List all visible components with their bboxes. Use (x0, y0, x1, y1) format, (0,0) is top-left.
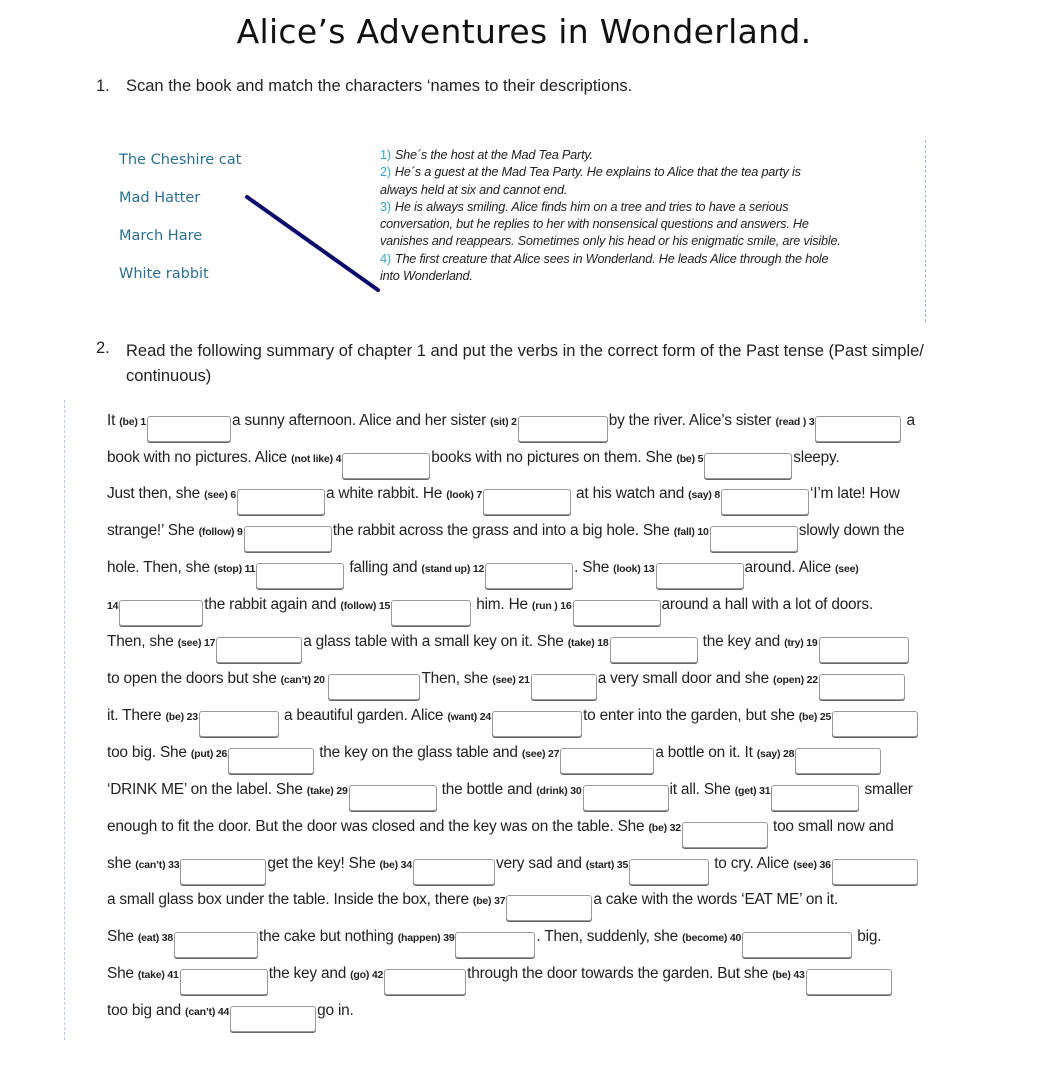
exercise-text: him. He (472, 596, 532, 613)
question-2-number: 2. (96, 339, 110, 357)
verb-hint: (see) (835, 563, 859, 575)
question-1-text: Scan the book and match the characters ‘names to their descriptions. (126, 77, 633, 95)
exercise-line (107, 485, 900, 515)
answer-input[interactable] (384, 969, 466, 995)
exercise-text: . She (574, 559, 614, 576)
answer-input[interactable] (237, 489, 325, 515)
answer-input[interactable] (771, 785, 859, 811)
exercise-line (107, 781, 913, 811)
verb-hint: (take) 41 (137, 969, 179, 981)
exercise-text: Then, she (421, 670, 493, 687)
verb-hint: (say) 8 (688, 489, 721, 501)
exercise-text: falling and (345, 559, 422, 576)
verb-hint: (be) 43 (772, 969, 805, 981)
match-line-stroke (247, 197, 378, 290)
exercise-text: a white rabbit. He (325, 485, 447, 502)
exercise-text: through the door towards the garden. But she (467, 965, 773, 982)
exercise-text: a cake with the words ‘EAT ME’ on it. (593, 891, 839, 908)
answer-input[interactable] (573, 600, 661, 626)
verb-hint: (look) 13 (613, 563, 655, 575)
verb-hint: (see) 21 (492, 674, 530, 686)
exercise-text: big. (853, 928, 882, 945)
exercise-line (107, 596, 873, 626)
exercise-text: to cry. Alice (710, 855, 794, 872)
exercise-line (107, 522, 904, 552)
answer-input[interactable] (216, 637, 302, 663)
description-number: 3) (380, 199, 391, 214)
exercise-text: . Then, suddenly, she (536, 928, 683, 945)
verb-hint: (take) 29 (306, 785, 348, 797)
verb-hint: (eat) 38 (137, 932, 174, 944)
exercise-text: strange!’ She (107, 522, 199, 539)
exercise-text: enough to fit the door. But the door was closed and the key was on the table. She (107, 818, 649, 835)
exercise-text: the key and (268, 965, 351, 982)
exercise-text: Just then, she (107, 485, 205, 502)
exercise-text: the rabbit again and (204, 596, 341, 613)
answer-input[interactable] (819, 637, 909, 663)
question-2-line: Read the following summary of chapter 1 and put the verbs in the correct form of the Past tense (Past simple/ (126, 342, 924, 360)
answer-input[interactable] (228, 748, 314, 774)
answer-input[interactable] (682, 822, 768, 848)
answer-input[interactable] (328, 674, 420, 700)
exercise-text: hole. Then, she (107, 559, 214, 576)
answer-input[interactable] (413, 859, 495, 885)
exercise-text: the rabbit across the grass and into a big hole. She (332, 522, 674, 539)
verb-hint: (go) 42 (350, 969, 384, 981)
answer-input[interactable] (342, 453, 430, 479)
verb-hint: (start) 35 (585, 859, 629, 871)
verb-hint: (say) 28 (756, 748, 795, 760)
verb-hint: (be) 5 (676, 453, 704, 465)
answer-input[interactable] (629, 859, 709, 885)
answer-input[interactable] (560, 748, 654, 774)
verb-hint: (happen) 39 (397, 932, 455, 944)
exercise-text: She (107, 928, 138, 945)
answer-input[interactable] (483, 489, 571, 515)
answer-input[interactable] (610, 637, 698, 663)
question-2 (96, 339, 126, 358)
question-2-text (126, 339, 1006, 389)
verb-hint: (stop) 11 (213, 563, 256, 575)
answer-input[interactable] (391, 600, 471, 626)
verb-hint: (can’t) 20 (280, 674, 328, 686)
exercise-text: a sunny afternoon. Alice and her sister (232, 412, 491, 429)
verb-hint: (be) 37 (472, 895, 506, 907)
exercise-text: the bottle and (437, 781, 537, 798)
answer-input[interactable] (656, 563, 744, 589)
verb-hint: (become) 40 (682, 932, 742, 944)
exercise-text: a beautiful garden. Alice (279, 707, 448, 724)
verb-hint: (see) 27 (521, 748, 560, 760)
verb-hint: (sit) 2 (490, 416, 517, 428)
answer-input[interactable] (819, 674, 905, 700)
exercise-text: around. Alice (744, 559, 836, 576)
answer-input[interactable] (147, 416, 231, 442)
page-border (64, 400, 65, 1040)
exercise-text: too small now and (768, 818, 894, 835)
exercise-line (107, 633, 910, 663)
answer-input[interactable] (742, 932, 852, 958)
verb-hint: (be) 25 (798, 711, 832, 723)
exercise-text: at his watch and (571, 485, 689, 502)
exercise-text: the cake but nothing (259, 928, 398, 945)
exercise-text: very sad and (495, 855, 586, 872)
description-number: 2) (380, 165, 391, 180)
exercise-text: it all. She (669, 781, 735, 798)
answer-input[interactable] (455, 932, 535, 958)
exercise-text: to enter into the garden, but she (583, 707, 799, 724)
verb-hint: (stand up) 12 (421, 563, 485, 575)
verb-hint: (put) 26 (190, 748, 228, 760)
description-number: 4) (380, 251, 391, 266)
verb-hint: (get) 31 (734, 785, 771, 797)
verb-hint: (see) 6 (204, 489, 236, 501)
exercise-line (107, 928, 881, 958)
answer-input[interactable] (806, 969, 892, 995)
exercise-line (107, 1002, 354, 1032)
verb-hint: (try) 19 (784, 637, 818, 649)
answer-input[interactable] (119, 600, 203, 626)
exercise-text: sleepy. (793, 449, 840, 466)
answer-input[interactable] (180, 859, 266, 885)
description-text: She´s the host at the Mad Tea Party. (394, 148, 593, 162)
answer-input[interactable] (531, 674, 597, 700)
description-text: He´s a guest at the Mad Tea Party. He explains to Alice that the tea party is (394, 165, 801, 180)
exercise-line (107, 744, 882, 774)
description-text: always held at six and cannot end. (380, 182, 568, 197)
answer-input[interactable] (349, 785, 437, 811)
verb-hint: (be) 34 (379, 859, 412, 871)
exercise-line (107, 891, 838, 921)
verb-hint: (want) 24 (447, 711, 492, 723)
answer-input[interactable] (832, 711, 918, 737)
answer-input[interactable] (230, 1006, 316, 1032)
exercise-text: book with no pictures. Alice (107, 449, 292, 466)
page-title: Alice’s Adventures in Wonderland. (236, 12, 812, 51)
verb-hint: (follow) 9 (198, 526, 243, 538)
character-name[interactable]: The Cheshire cat (119, 152, 242, 168)
exercise-text: a very small door and she (597, 670, 774, 687)
exercise-text: to open the doors but she (107, 670, 281, 687)
character-name[interactable]: Mad Hatter (119, 190, 201, 206)
verb-hint: (not like) 4 (291, 453, 342, 465)
answer-input[interactable] (704, 453, 792, 479)
description-text: conversation, but he replies to her with nonsensical questions and answers. He (380, 217, 809, 232)
exercise-text: slowly down the (798, 522, 905, 539)
exercise-line (107, 449, 839, 479)
description-text: He is always smiling. Alice finds him on a tree and tries to have a serious (394, 199, 789, 214)
description-text: into Wonderland. (380, 269, 473, 284)
exercise-text: the key on the glass table and (315, 744, 522, 761)
verb-hint: (look) 7 (446, 489, 482, 501)
verb-hint: (drink) 30 (536, 785, 582, 797)
description-number: 1) (380, 148, 391, 162)
exercise-text: by the river. Alice’s sister (608, 412, 776, 429)
verb-hint: (can’t) 44 (185, 1006, 230, 1018)
answer-input[interactable] (199, 711, 279, 737)
exercise-text: a (902, 412, 915, 429)
exercise-text: Then, she (107, 633, 178, 650)
answer-input[interactable] (256, 563, 344, 589)
exercise-text: smaller (860, 781, 913, 798)
exercise-line (107, 818, 894, 848)
question-1-number: 1. (96, 77, 110, 95)
exercise-line (107, 965, 893, 995)
exercise-text: a glass table with a small key on it. She (303, 633, 568, 650)
answer-input[interactable] (485, 563, 573, 589)
answer-input[interactable] (492, 711, 582, 737)
exercise-text: get the key! She (267, 855, 380, 872)
verb-hint: (follow) 15 (340, 600, 391, 612)
exercise-text: around a hall with a lot of doors. (661, 596, 873, 613)
answer-input[interactable] (180, 969, 268, 995)
verb-hint: (see) 17 (177, 637, 216, 649)
exercise-text: it. There (107, 707, 166, 724)
question-2-line: continuous) (126, 367, 212, 385)
exercise-text: too big and (107, 1002, 186, 1019)
exercise-text: a small glass box under the table. Inside the box, there (107, 891, 473, 908)
exercise-line (107, 412, 915, 442)
verb-hint: 14 (107, 600, 119, 612)
exercise-text: the key and (698, 633, 785, 650)
verb-hint: (run ) 16 (531, 600, 572, 612)
answer-input[interactable] (583, 785, 669, 811)
description-text: The first creature that Alice sees in Wonderland. He leads Alice through the hole (394, 251, 829, 266)
verb-hint: (open) 22 (773, 674, 818, 686)
exercise-text: ‘DRINK ME’ on the label. She (107, 781, 307, 798)
answer-input[interactable] (721, 489, 809, 515)
exercise-text: go in. (317, 1002, 354, 1019)
answer-input[interactable] (832, 859, 918, 885)
exercise-text: a bottle on it. It (655, 744, 757, 761)
verb-hint: (fall) 10 (673, 526, 709, 538)
exercise-text: too big. She (107, 744, 191, 761)
verb-hint: (take) 18 (567, 637, 609, 649)
answer-input[interactable] (506, 895, 592, 921)
verb-hint: (be) 23 (165, 711, 198, 723)
exercise-line (107, 855, 919, 885)
answer-input[interactable] (518, 416, 608, 442)
verb-hint: (be) 1 (119, 416, 147, 428)
character-name[interactable]: March Hare (119, 228, 203, 244)
verb-hint: (read ) 3 (775, 416, 815, 428)
answer-input[interactable] (795, 748, 881, 774)
verb-hint: (see) 36 (793, 859, 831, 871)
answer-input[interactable] (244, 526, 332, 552)
exercise-text: she (107, 855, 136, 872)
exercise-line (107, 559, 859, 589)
verb-hint: (can’t) 33 (135, 859, 180, 871)
verb-hint: (be) 32 (648, 822, 681, 834)
character-name[interactable]: White rabbit (119, 266, 209, 282)
answer-input[interactable] (710, 526, 798, 552)
exercise-text: She (107, 965, 138, 982)
exercise-line (107, 707, 919, 737)
exercise-text: ‘I’m late! How (810, 485, 900, 502)
answer-input[interactable] (815, 416, 901, 442)
answer-input[interactable] (174, 932, 258, 958)
exercise-text: It (107, 412, 120, 429)
exercise-line (107, 670, 906, 700)
exercise-text: books with no pictures on them. She (431, 449, 677, 466)
description-text: vanishes and reappears. Sometimes only his head or his enigmatic smile, are visible. (380, 234, 841, 249)
